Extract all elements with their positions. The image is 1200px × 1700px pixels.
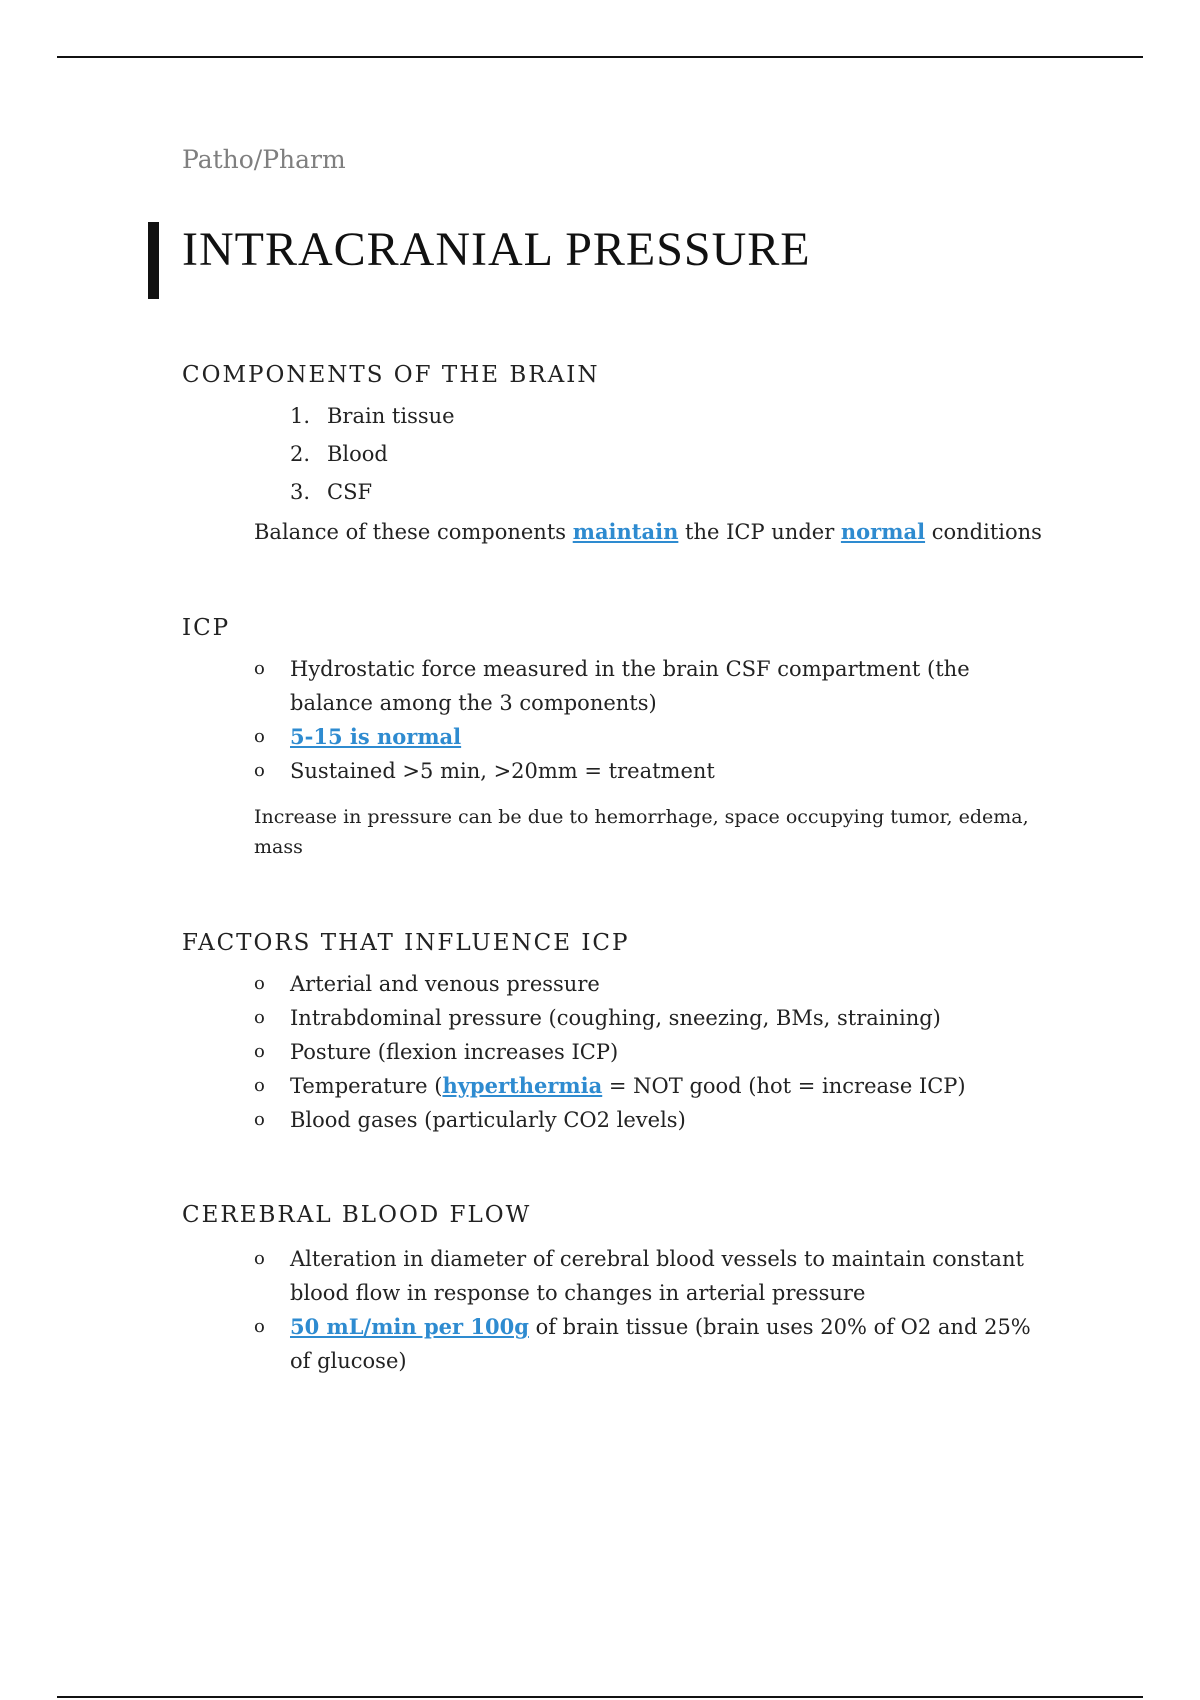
top-rule xyxy=(57,56,1143,58)
bottom-rule xyxy=(57,1696,1143,1698)
cbf-list xyxy=(254,1242,1034,1378)
icp-heading: ICP xyxy=(182,615,231,641)
factors-heading: FACTORS THAT INFLUENCE ICP xyxy=(182,930,630,956)
normal-range-link[interactable]: 5-15 is normal xyxy=(290,724,462,749)
icp-note: Increase in pressure can be due to hemorrhage, space occupying tumor, edema, mass xyxy=(254,806,1029,858)
cbf-heading: CEREBRAL BLOOD FLOW xyxy=(182,1202,532,1228)
list-item: 1. Brain tissue xyxy=(290,404,455,428)
components-list xyxy=(290,397,455,511)
factors-list xyxy=(254,967,1034,1137)
subject-label: Patho/Pharm xyxy=(182,145,346,174)
icp-list xyxy=(254,652,1034,788)
list-item: o Sustained >5 min, >20mm = treatment xyxy=(254,759,715,783)
page-title: INTRACRANIAL PRESSURE xyxy=(182,223,811,276)
blood-flow-rate-link[interactable]: 50 mL/min per 100g xyxy=(290,1314,529,1339)
list-item: o Arterial and venous pressure xyxy=(254,972,600,996)
list-item: o Alteration in diameter of cerebral blood vessels to maintain constant blood flow in response to changes in arterial pressure xyxy=(254,1247,1024,1305)
list-item: o Hydrostatic force measured in the brain CSF compartment (the balance among the 3 components) xyxy=(254,657,970,715)
list-item: o 50 mL/min per 100g of brain tissue (brain uses 20% of O2 and 25% of glucose) xyxy=(254,1314,1031,1373)
maintain-link[interactable]: maintain xyxy=(572,519,679,544)
normal-link[interactable]: normal xyxy=(840,519,926,544)
list-item: 3. CSF xyxy=(290,480,373,504)
list-item: o 5-15 is normal xyxy=(254,724,462,749)
balance-paragraph: Balance of these components maintain the ICP under normal conditions xyxy=(254,519,1042,544)
list-item: o Blood gases (particularly CO2 levels) xyxy=(254,1108,686,1132)
components-heading: COMPONENTS OF THE BRAIN xyxy=(182,362,600,388)
list-item: o Posture (flexion increases ICP) xyxy=(254,1040,619,1064)
hyperthermia-link[interactable]: hyperthermia xyxy=(442,1073,603,1098)
title-accent-bar xyxy=(148,222,159,299)
list-item: o Intrabdominal pressure (coughing, sneezing, BMs, straining) xyxy=(254,1006,941,1030)
list-item: 2. Blood xyxy=(290,442,388,466)
list-item: o Temperature (hyperthermia = NOT good (hot = increase ICP) xyxy=(254,1073,966,1098)
